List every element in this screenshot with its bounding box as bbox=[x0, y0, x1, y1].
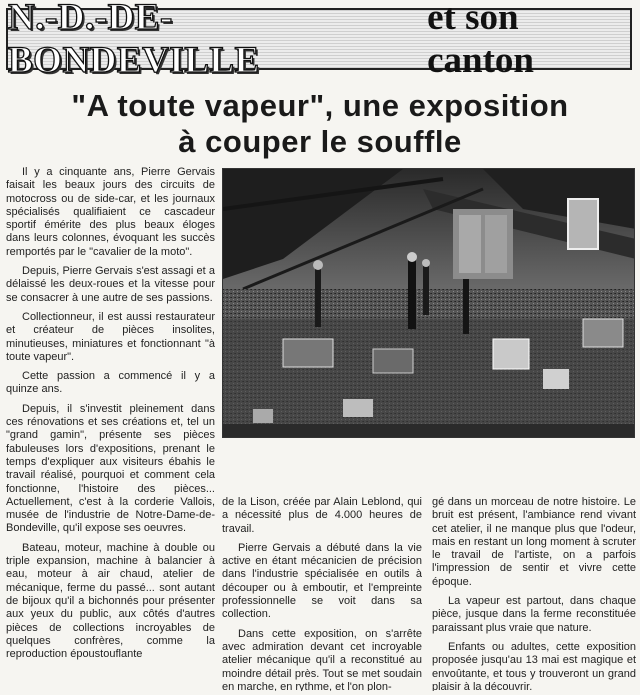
paragraph: gé dans un morceau de notre histoire. Le bruit est présent, l'ambiance rend vivant cet atelier, il ne manque plus que l'odeur, mais en restant un long moment à scruter le travail de l'artiste, on a parfois l'impression de sentir et vivre cette époque. bbox=[432, 496, 636, 588]
banner-town: N.-D.-DE-BONDEVILLE bbox=[8, 0, 260, 81]
paragraph: Pierre Gervais a débuté dans la vie active en étant mécanicien de précision dans l'industrie spécialisée en outils à découper ou à emboutir, et l'empreinte professionnelle se voit dans sa collection. bbox=[222, 541, 422, 621]
article-column-2 bbox=[222, 496, 422, 691]
paragraph: La vapeur est partout, dans chaque pièce, jusque dans la ferme reconstituée paraissant plus vraie que nature. bbox=[432, 595, 636, 634]
paragraph: Il y a cinquante ans, Pierre Gervais faisait les beaux jours des circuits de motocross ou de side-car, et les journaux spécialisés qualifiaient ce cascadeur sportif émérite des plus beaux éloges dans leurs colonnes, évoquant les succès remportés par le "cavalier de la moto". bbox=[6, 166, 215, 258]
exhibition-photo-icon bbox=[223, 169, 635, 438]
paragraph: Depuis, Pierre Gervais s'est assagi et a délaissé les deux-roues et la vitesse pour se consacrer à une autre de ses passions. bbox=[6, 265, 215, 304]
paragraph: Bateau, moteur, machine à double ou triple expansion, machine à balancier à eau, moteur à air chaud, atelier de mécanique, ferme du passé... sont autant de bijoux qu'il a bichonnés pour présenter aux yeux du public, aux côtés d'autres pièces de collections incroyables de quelques confrères, comme la reproduction époustouflante bbox=[6, 541, 215, 661]
headline-line-1: "A toute vapeur", une exposition bbox=[71, 88, 569, 123]
article-headline bbox=[10, 88, 630, 160]
banner-subtitle: et son canton bbox=[427, 0, 534, 81]
paragraph: Cette passion a commencé il y a quinze ans. bbox=[6, 370, 215, 396]
section-banner bbox=[6, 0, 632, 81]
paragraph: Dans cette exposition, on s'arrête avec admiration devant cet incroyable atelier mécanique qu'il a reconstitué au moindre détail près. Tout se met soudain en marche, en rythme, et l'on plon- bbox=[222, 627, 422, 691]
headline-line-2: à couper le souffle bbox=[178, 124, 462, 159]
article-column-3 bbox=[432, 496, 636, 691]
paragraph: de la Lison, créée par Alain Leblond, qui a nécessité plus de 4.000 heures de travail. bbox=[222, 496, 422, 535]
exhibition-photo bbox=[222, 168, 635, 438]
paragraph: Collectionneur, il est aussi restaurateur et créateur de pièces insolites, minutieuses, miniatures et fonctionnant "à toute vapeur". bbox=[6, 310, 215, 363]
article-column-1 bbox=[6, 166, 215, 691]
paragraph: Depuis, il s'investit pleinement dans ces rénovations et ses créations et, tel un "grand gamin", présente ses pièces fabuleuses lors d'expositions, prenant le temps d'expliquer aux visiteurs ébahis le travail réalisé, pourquoi et comment cela fonctionne, l'histoire des pièces... Actuellement, c'est à la corderie Vallois, musée de l'industrie de Notre-Dame-de-Bondeville, qu'il expose ses oeuvres. bbox=[6, 402, 215, 535]
paragraph: Enfants ou adultes, cette exposition proposée jusqu'au 13 mai est magique et envoûtante, et tous y trouveront un grand plaisir à la découvrir. bbox=[432, 640, 636, 691]
